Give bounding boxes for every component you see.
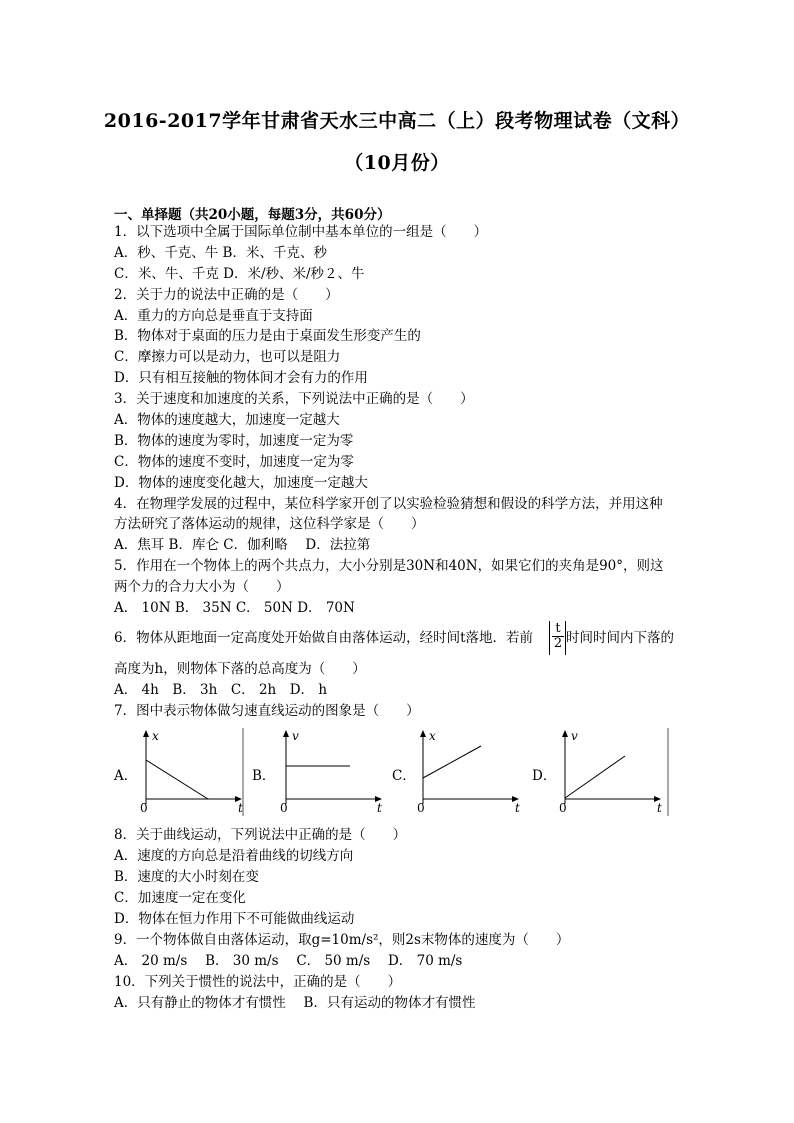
question-line: 5．作用在一个物体上的两个共点力，大小分别是30N和40N，如果它们的夹角是90°，则这: [114, 558, 664, 574]
graph-d-x-label: t: [657, 801, 662, 815]
graph-b-x-label: t: [377, 801, 382, 815]
question-line: 2．关于力的说法中正确的是（ ）: [114, 287, 339, 303]
question-line: A．秒、千克、牛 B．米、千克、秒: [114, 245, 327, 261]
graph-c-y-label: x: [429, 729, 436, 743]
question-line: 8．关于曲线运动，下列说法中正确的是（ ）: [114, 827, 407, 843]
question-line: D．物体在恒力作用下不可能做曲线运动: [114, 911, 355, 927]
question-line: B．物体的速度为零时，加速度一定为零: [114, 433, 354, 449]
exam-title: 2016-2017学年甘肃省天水三中高二（上）段考物理试卷（文科）: [103, 110, 691, 132]
question-line: A．速度的方向总是沿着曲线的切线方向: [114, 848, 354, 864]
graph-d-option-label: D．: [532, 768, 557, 784]
question-line: A．物体的速度越大，加速度一定越大: [114, 412, 340, 428]
graph-d-y-label: v: [571, 729, 578, 743]
question-line: 10．下列关于惯性的说法中，正确的是（ ）: [114, 974, 402, 990]
graph-b-option-label: B．: [252, 768, 276, 784]
question-line: 两个力的合力大小为（ ）: [114, 579, 290, 595]
question-line: B．物体对于桌面的压力是由于桌面发生形变产生的: [114, 328, 421, 344]
question-line: C．物体的速度不变时，加速度一定为零: [114, 454, 354, 470]
question-line: C．加速度一定在变化: [114, 890, 246, 906]
graph-c-option-label: C．: [392, 768, 416, 784]
graph-a-x-label: t: [238, 801, 243, 815]
fraction-t-over-2: [552, 622, 564, 651]
question-6-part2: 时间时间内下落的: [566, 630, 674, 646]
graph-a-origin-label: 0: [140, 801, 148, 815]
question-6-part1: 6．物体从距地面一定高度处开始做自由落体运动，经时间t落地．若前: [114, 630, 534, 646]
question-line: 方法研究了落体运动的规律，这位科学家是（ ）: [114, 516, 425, 532]
graph-a-option-label: A．: [114, 768, 138, 784]
fraction-numerator: t: [552, 622, 564, 637]
question-line: A． 20 m/s B． 30 m/s C． 50 m/s D． 70 m/s: [114, 953, 463, 969]
fraction-bar-left: [549, 621, 550, 655]
graph-c-origin-label: 0: [417, 801, 425, 815]
question-line: C．米、牛、千克 D．米/秒、米/秒２、牛: [114, 266, 365, 282]
graph-d-origin-label: 0: [559, 801, 567, 815]
fraction-denominator: 2: [553, 636, 563, 651]
question-line: A． 10N B． 35N C． 50N D． 70N: [114, 600, 355, 616]
graph-b-origin-label: 0: [280, 801, 288, 815]
graph-b-y-label: v: [292, 729, 299, 743]
question-line: 9．一个物体做自由落体运动，取g=10m/s²，则2s末物体的速度为（ ）: [114, 932, 570, 948]
question-line: A．焦耳 B．库仑 C．伽利略 D．法拉第: [114, 537, 371, 553]
question-line: D．物体的速度变化越大，加速度一定越大: [114, 475, 368, 491]
question-line: 4．在物理学发展的过程中，某位科学家开创了以实验检验猜想和假设的科学方法，并用这种: [114, 496, 663, 512]
exam-subtitle: （10月份）: [344, 152, 450, 174]
question-line: D．只有相互接触的物体间才会有力的作用: [114, 370, 368, 386]
section-heading: 一、单择题（共20小题，每题3分，共60分）: [114, 207, 391, 223]
question-line: 7．图中表示物体做匀速直线运动的图象是（ ）: [114, 703, 420, 719]
question-line: 1．以下选项中全属于国际单位制中基本单位的一组是（ ）: [114, 224, 488, 240]
question-line: 高度为h，则物体下落的总高度为（ ）: [114, 661, 366, 677]
question-line: B．速度的大小时刻在变: [114, 869, 259, 885]
graph-c-x-label: t: [515, 801, 520, 815]
question-line: A．只有静止的物体才有惯性 B．只有运动的物体才有惯性: [114, 995, 476, 1011]
question-line: 3．关于速度和加速度的关系，下列说法中正确的是（ ）: [114, 391, 474, 407]
question-line: C．摩擦力可以是动力，也可以是阻力: [114, 349, 341, 365]
question-line: A． 4h B． 3h C． 2h D． h: [114, 682, 328, 698]
question-line: A．重力的方向总是垂直于支持面: [114, 308, 313, 324]
graph-a-y-label: x: [152, 729, 159, 743]
